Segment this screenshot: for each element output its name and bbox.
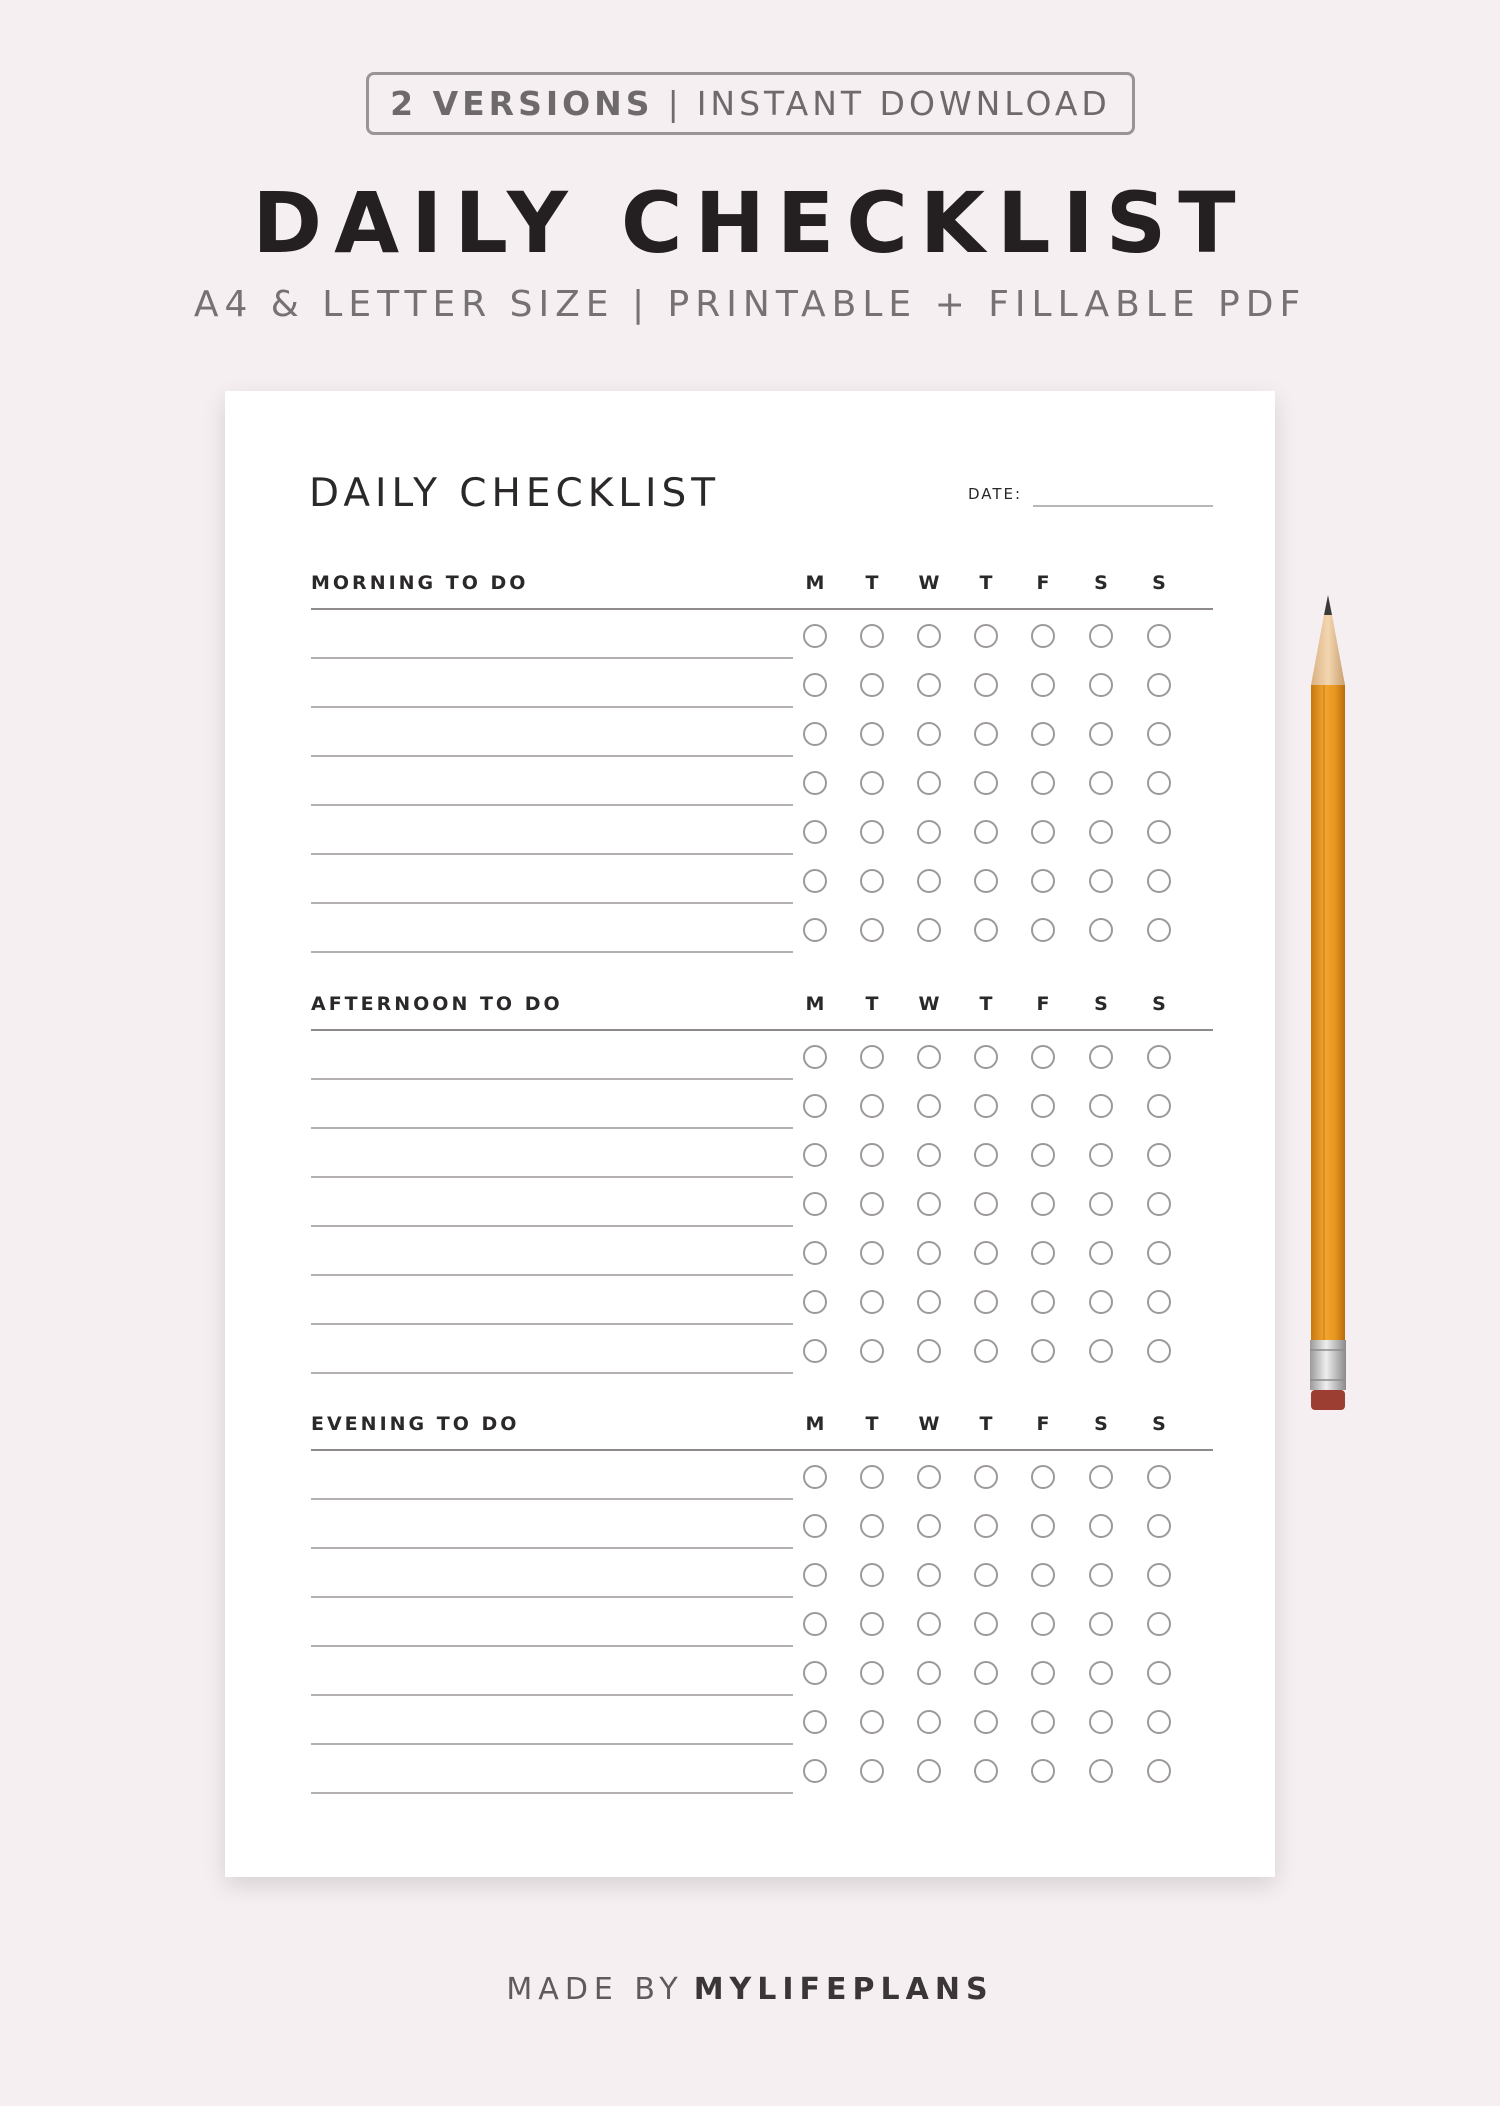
circle-checkbox-icon[interactable]	[803, 1094, 827, 1118]
circle-checkbox-icon[interactable]	[1031, 771, 1055, 795]
circle-checkbox-icon[interactable]	[1147, 1339, 1171, 1363]
circle-checkbox-icon[interactable]	[1089, 1192, 1113, 1216]
circle-checkbox-icon[interactable]	[1147, 1612, 1171, 1636]
circle-checkbox-icon[interactable]	[1147, 1143, 1171, 1167]
circle-checkbox-icon[interactable]	[803, 1759, 827, 1783]
circle-checkbox-icon[interactable]	[1147, 1563, 1171, 1587]
circle-checkbox-icon[interactable]	[1031, 1759, 1055, 1783]
circle-checkbox-icon[interactable]	[974, 722, 998, 746]
circle-checkbox-icon[interactable]	[1031, 1339, 1055, 1363]
circle-checkbox-icon[interactable]	[974, 1465, 998, 1489]
day-header: T	[979, 572, 993, 594]
circle-checkbox-icon[interactable]	[860, 1661, 884, 1685]
circle-checkbox-icon[interactable]	[917, 1339, 941, 1363]
circle-checkbox-icon[interactable]	[1089, 1612, 1113, 1636]
circle-checkbox-icon[interactable]	[917, 1241, 941, 1265]
circle-checkbox-icon[interactable]	[860, 918, 884, 942]
day-header: S	[1152, 993, 1166, 1015]
version-badge	[366, 72, 1135, 135]
circle-checkbox-icon[interactable]	[1031, 1290, 1055, 1314]
circle-checkbox-icon[interactable]	[917, 1143, 941, 1167]
footer-credit	[0, 1968, 1500, 2012]
checklist-row	[225, 1227, 1275, 1276]
day-header: S	[1152, 572, 1166, 594]
circle-checkbox-icon[interactable]	[974, 1563, 998, 1587]
circle-checkbox-icon[interactable]	[860, 1514, 884, 1538]
circle-checkbox-icon[interactable]	[860, 673, 884, 697]
circle-checkbox-icon[interactable]	[1031, 918, 1055, 942]
circle-checkbox-icon[interactable]	[1147, 1290, 1171, 1314]
circle-checkbox-icon[interactable]	[1089, 820, 1113, 844]
circle-checkbox-icon[interactable]	[1147, 1759, 1171, 1783]
circle-checkbox-icon[interactable]	[917, 1661, 941, 1685]
circle-checkbox-icon[interactable]	[1031, 1563, 1055, 1587]
day-header: W	[918, 1413, 940, 1435]
checklist-row	[225, 1276, 1275, 1325]
circle-checkbox-icon[interactable]	[974, 918, 998, 942]
circle-checkbox-icon[interactable]	[917, 1563, 941, 1587]
circle-checkbox-icon[interactable]	[803, 1514, 827, 1538]
page-subtitle: A4 & LETTER SIZE | PRINTABLE + FILLABLE PDF	[193, 284, 1307, 325]
circle-checkbox-icon[interactable]	[1031, 1192, 1055, 1216]
day-header: T	[865, 1413, 879, 1435]
circle-checkbox-icon[interactable]	[803, 918, 827, 942]
circle-checkbox-icon[interactable]	[803, 1143, 827, 1167]
checklist-row	[225, 806, 1275, 855]
circle-checkbox-icon[interactable]	[860, 1290, 884, 1314]
checklist-row	[225, 1325, 1275, 1374]
checklist-row	[225, 1745, 1275, 1794]
badge-versions: 2 VERSIONS	[390, 84, 654, 123]
circle-checkbox-icon[interactable]	[860, 1465, 884, 1489]
circle-checkbox-icon[interactable]	[974, 1514, 998, 1538]
circle-checkbox-icon[interactable]	[917, 673, 941, 697]
circle-checkbox-icon[interactable]	[803, 1563, 827, 1587]
day-header: F	[1036, 1413, 1050, 1435]
section-title: MORNING TO DO	[311, 572, 529, 594]
circle-checkbox-icon[interactable]	[803, 722, 827, 746]
circle-checkbox-icon[interactable]	[917, 1290, 941, 1314]
circle-checkbox-icon[interactable]	[803, 673, 827, 697]
day-header: S	[1094, 993, 1108, 1015]
section-title: AFTERNOON TO DO	[311, 993, 563, 1015]
circle-checkbox-icon[interactable]	[917, 1094, 941, 1118]
circle-checkbox-icon[interactable]	[803, 820, 827, 844]
footer-brand: MYLIFEPLANS	[693, 1972, 994, 2007]
circle-checkbox-icon[interactable]	[1031, 1045, 1055, 1069]
circle-checkbox-icon[interactable]	[1089, 624, 1113, 648]
checklist-row	[225, 1696, 1275, 1745]
checklist-row	[225, 1129, 1275, 1178]
circle-checkbox-icon[interactable]	[1147, 722, 1171, 746]
checklist-section	[225, 570, 1275, 970]
checklist-row	[225, 904, 1275, 953]
circle-checkbox-icon[interactable]	[803, 771, 827, 795]
day-header: M	[805, 1413, 825, 1435]
circle-checkbox-icon[interactable]	[974, 869, 998, 893]
circle-checkbox-icon[interactable]	[1089, 771, 1113, 795]
circle-checkbox-icon[interactable]	[860, 1094, 884, 1118]
circle-checkbox-icon[interactable]	[1031, 1465, 1055, 1489]
circle-checkbox-icon[interactable]	[974, 1143, 998, 1167]
circle-checkbox-icon[interactable]	[860, 1563, 884, 1587]
circle-checkbox-icon[interactable]	[803, 1241, 827, 1265]
circle-checkbox-icon[interactable]	[1089, 1563, 1113, 1587]
circle-checkbox-icon[interactable]	[1147, 673, 1171, 697]
sheet-title: DAILY CHECKLIST	[309, 471, 721, 516]
circle-checkbox-icon[interactable]	[1089, 1241, 1113, 1265]
circle-checkbox-icon[interactable]	[974, 1661, 998, 1685]
circle-checkbox-icon[interactable]	[1031, 1661, 1055, 1685]
day-header: T	[865, 993, 879, 1015]
circle-checkbox-icon[interactable]	[1089, 918, 1113, 942]
circle-checkbox-icon[interactable]	[1147, 1045, 1171, 1069]
circle-checkbox-icon[interactable]	[860, 820, 884, 844]
circle-checkbox-icon[interactable]	[917, 918, 941, 942]
day-header: S	[1152, 1413, 1166, 1435]
circle-checkbox-icon[interactable]	[974, 771, 998, 795]
day-header: W	[918, 993, 940, 1015]
checklist-row	[225, 1451, 1275, 1500]
circle-checkbox-icon[interactable]	[1031, 1094, 1055, 1118]
checklist-row	[225, 1647, 1275, 1696]
circle-checkbox-icon[interactable]	[974, 673, 998, 697]
circle-checkbox-icon[interactable]	[803, 869, 827, 893]
task-write-line[interactable]	[311, 1792, 793, 1794]
day-header: T	[979, 993, 993, 1015]
circle-checkbox-icon[interactable]	[1147, 820, 1171, 844]
circle-checkbox-icon[interactable]	[803, 1192, 827, 1216]
circle-checkbox-icon[interactable]	[974, 1045, 998, 1069]
circle-checkbox-icon[interactable]	[1147, 1514, 1171, 1538]
circle-checkbox-icon[interactable]	[1031, 1612, 1055, 1636]
day-header: F	[1036, 572, 1050, 594]
circle-checkbox-icon[interactable]	[974, 820, 998, 844]
circle-checkbox-icon[interactable]	[1147, 771, 1171, 795]
circle-checkbox-icon[interactable]	[1031, 722, 1055, 746]
circle-checkbox-icon[interactable]	[974, 1192, 998, 1216]
circle-checkbox-icon[interactable]	[1031, 1514, 1055, 1538]
circle-checkbox-icon[interactable]	[1089, 722, 1113, 746]
circle-checkbox-icon[interactable]	[860, 1045, 884, 1069]
circle-checkbox-icon[interactable]	[974, 1339, 998, 1363]
circle-checkbox-icon[interactable]	[1089, 1759, 1113, 1783]
checklist-row	[225, 610, 1275, 659]
circle-checkbox-icon[interactable]	[1147, 1241, 1171, 1265]
day-header: T	[979, 1413, 993, 1435]
circle-checkbox-icon[interactable]	[803, 1661, 827, 1685]
circle-checkbox-icon[interactable]	[860, 1143, 884, 1167]
circle-checkbox-icon[interactable]	[860, 869, 884, 893]
checklist-row	[225, 1080, 1275, 1129]
circle-checkbox-icon[interactable]	[974, 1612, 998, 1636]
checklist-row	[225, 708, 1275, 757]
circle-checkbox-icon[interactable]	[803, 1612, 827, 1636]
circle-checkbox-icon[interactable]	[917, 869, 941, 893]
day-header: S	[1094, 572, 1108, 594]
task-write-line[interactable]	[311, 1372, 793, 1374]
circle-checkbox-icon[interactable]	[917, 771, 941, 795]
checklist-row	[225, 1549, 1275, 1598]
circle-checkbox-icon[interactable]	[860, 722, 884, 746]
checklist-row	[225, 1031, 1275, 1080]
circle-checkbox-icon[interactable]	[1089, 1290, 1113, 1314]
circle-checkbox-icon[interactable]	[917, 1612, 941, 1636]
circle-checkbox-icon[interactable]	[860, 1339, 884, 1363]
circle-checkbox-icon[interactable]	[1147, 624, 1171, 648]
checklist-row	[225, 659, 1275, 708]
checklist-row	[225, 1598, 1275, 1647]
circle-checkbox-icon[interactable]	[1089, 1514, 1113, 1538]
circle-checkbox-icon[interactable]	[974, 624, 998, 648]
checklist-row	[225, 855, 1275, 904]
circle-checkbox-icon[interactable]	[1089, 673, 1113, 697]
circle-checkbox-icon[interactable]	[803, 1710, 827, 1734]
circle-checkbox-icon[interactable]	[860, 1192, 884, 1216]
pencil-icon	[1300, 595, 1356, 1470]
circle-checkbox-icon[interactable]	[1031, 1241, 1055, 1265]
checklist-sheet	[225, 391, 1275, 1877]
circle-checkbox-icon[interactable]	[860, 771, 884, 795]
circle-checkbox-icon[interactable]	[1089, 1339, 1113, 1363]
circle-checkbox-icon[interactable]	[1089, 1710, 1113, 1734]
circle-checkbox-icon[interactable]	[1089, 1045, 1113, 1069]
circle-checkbox-icon[interactable]	[1089, 1465, 1113, 1489]
circle-checkbox-icon[interactable]	[803, 1339, 827, 1363]
circle-checkbox-icon[interactable]	[1147, 869, 1171, 893]
circle-checkbox-icon[interactable]	[1089, 1661, 1113, 1685]
circle-checkbox-icon[interactable]	[860, 624, 884, 648]
circle-checkbox-icon[interactable]	[1147, 1710, 1171, 1734]
circle-checkbox-icon[interactable]	[917, 1759, 941, 1783]
circle-checkbox-icon[interactable]	[974, 1710, 998, 1734]
circle-checkbox-icon[interactable]	[1089, 1094, 1113, 1118]
circle-checkbox-icon[interactable]	[1031, 1143, 1055, 1167]
circle-checkbox-icon[interactable]	[803, 624, 827, 648]
task-write-line[interactable]	[311, 951, 793, 953]
badge-separator: |	[667, 84, 683, 123]
circle-checkbox-icon[interactable]	[1089, 1143, 1113, 1167]
circle-checkbox-icon[interactable]	[860, 1612, 884, 1636]
circle-checkbox-icon[interactable]	[1031, 820, 1055, 844]
badge-download: INSTANT DOWNLOAD	[696, 84, 1111, 123]
checklist-row	[225, 757, 1275, 806]
day-header: T	[865, 572, 879, 594]
page-title: DAILY CHECKLIST	[252, 174, 1248, 272]
checklist-row	[225, 1178, 1275, 1227]
day-header: M	[805, 572, 825, 594]
circle-checkbox-icon[interactable]	[1147, 1465, 1171, 1489]
circle-checkbox-icon[interactable]	[917, 624, 941, 648]
section-title: EVENING TO DO	[311, 1413, 520, 1435]
circle-checkbox-icon[interactable]	[1031, 624, 1055, 648]
circle-checkbox-icon[interactable]	[1031, 869, 1055, 893]
circle-checkbox-icon[interactable]	[860, 1710, 884, 1734]
circle-checkbox-icon[interactable]	[974, 1094, 998, 1118]
circle-checkbox-icon[interactable]	[917, 1192, 941, 1216]
day-header: F	[1036, 993, 1050, 1015]
circle-checkbox-icon[interactable]	[803, 1465, 827, 1489]
day-header: M	[805, 993, 825, 1015]
circle-checkbox-icon[interactable]	[974, 1290, 998, 1314]
checklist-row	[225, 1500, 1275, 1549]
day-header: W	[918, 572, 940, 594]
checklist-section	[225, 1411, 1275, 1811]
circle-checkbox-icon[interactable]	[1031, 1710, 1055, 1734]
circle-checkbox-icon[interactable]	[917, 1710, 941, 1734]
circle-checkbox-icon[interactable]	[917, 820, 941, 844]
circle-checkbox-icon[interactable]	[917, 1514, 941, 1538]
circle-checkbox-icon[interactable]	[1147, 918, 1171, 942]
circle-checkbox-icon[interactable]	[1147, 1094, 1171, 1118]
footer-prefix: MADE BY	[506, 1972, 684, 2007]
checklist-section	[225, 991, 1275, 1391]
circle-checkbox-icon[interactable]	[974, 1759, 998, 1783]
circle-checkbox-icon[interactable]	[917, 1045, 941, 1069]
day-header: S	[1094, 1413, 1108, 1435]
circle-checkbox-icon[interactable]	[803, 1290, 827, 1314]
circle-checkbox-icon[interactable]	[1147, 1661, 1171, 1685]
circle-checkbox-icon[interactable]	[1147, 1192, 1171, 1216]
circle-checkbox-icon[interactable]	[1031, 673, 1055, 697]
date-label: DATE:	[968, 485, 1023, 503]
circle-checkbox-icon[interactable]	[803, 1045, 827, 1069]
circle-checkbox-icon[interactable]	[860, 1759, 884, 1783]
circle-checkbox-icon[interactable]	[1089, 869, 1113, 893]
circle-checkbox-icon[interactable]	[974, 1241, 998, 1265]
circle-checkbox-icon[interactable]	[917, 1465, 941, 1489]
date-field[interactable]	[1033, 505, 1213, 507]
circle-checkbox-icon[interactable]	[917, 722, 941, 746]
circle-checkbox-icon[interactable]	[860, 1241, 884, 1265]
